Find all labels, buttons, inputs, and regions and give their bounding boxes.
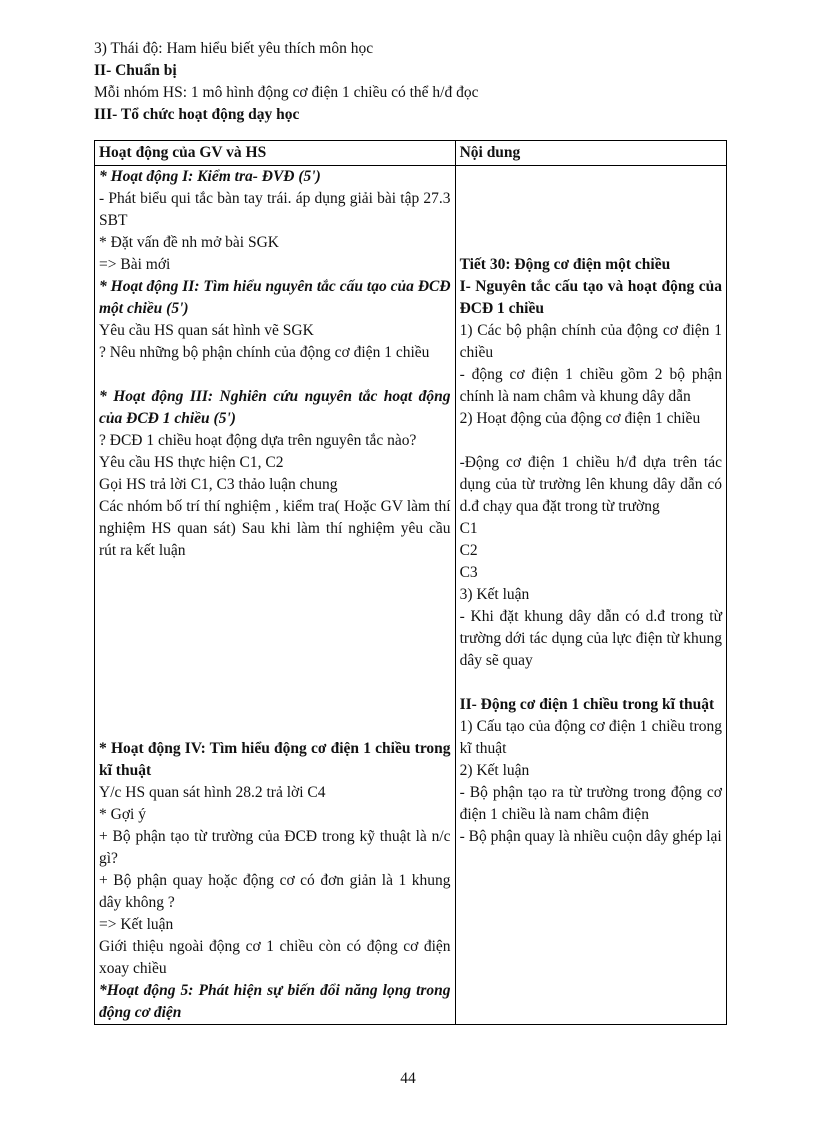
- content-line: [460, 166, 722, 188]
- content-line: -Động cơ điện 1 chiều h/đ dựa trên tác dụng của từ trường lên khung dây dẫn có d.đ chạy qua đặt trong từ trường: [459, 454, 722, 515]
- document-page: [94, 38, 734, 1025]
- page-number: 44: [400, 1070, 416, 1087]
- activity-line: Giới thiệu ngoài động cơ 1 chiều còn có động cơ điện xoay chiều: [99, 938, 451, 977]
- header-content: Nội dung: [455, 141, 726, 166]
- content-line: 2) Kết luận: [459, 762, 530, 779]
- activity-line: * Hoạt động I: Kiểm tra- ĐVĐ (5'): [99, 168, 321, 185]
- activity-line: [99, 694, 451, 716]
- activity-line: [99, 562, 451, 584]
- activity-line: * Gợi ý: [99, 806, 146, 823]
- content-line: Tiết 30: Động cơ điện một chiều: [459, 256, 671, 273]
- activity-line: + Bộ phận tạo từ trường của ĐCĐ trong kỹ thuật là n/c gì?: [99, 828, 451, 867]
- attitude-objective: 3) Thái độ: Ham hiểu biết yêu thích môn học: [94, 40, 374, 57]
- activity-line: [99, 716, 451, 738]
- activity-line: ? Nêu những bộ phận chính của động cơ điện 1 chiều: [99, 344, 430, 361]
- activity-line: Các nhóm bố trí thí nghiệm , kiểm tra( Hoặc GV làm thí nghiệm HS quan sát) Sau khi làm thí nghiệm yêu cầu rút ra kết luận: [99, 498, 451, 559]
- activity-line: [99, 584, 451, 606]
- preparation-text: Mỗi nhóm HS: 1 mô hình động cơ điện 1 chiều có thể h/đ đọc: [94, 84, 479, 101]
- content-line: - Bộ phận quay là nhiều cuộn dây ghép lại: [459, 828, 722, 845]
- activity-line: ? ĐCĐ 1 chiều hoạt động dựa trên nguyên tắc nào?: [99, 432, 417, 449]
- content-line: C1: [459, 520, 478, 537]
- activity-line: => Kết luận: [99, 916, 174, 933]
- content-line: - Khi đặt khung dây dẫn có d.đ trong từ trường dới tác dụng của lực điện từ khung dây sẽ quay: [459, 608, 722, 669]
- activity-line: * Hoạt động III: Nghiên cứu nguyên tắc hoạt động của ĐCĐ 1 chiều (5'): [99, 388, 451, 427]
- content-line: [460, 430, 722, 452]
- content-line: 2) Hoạt động của động cơ điện 1 chiều: [459, 410, 701, 427]
- content-column: [455, 166, 726, 1025]
- activity-line: * Hoạt động II: Tìm hiểu nguyên tắc cấu tạo của ĐCĐ một chiều (5'): [99, 278, 451, 317]
- preparation-heading: II- Chuẩn bị: [94, 62, 177, 79]
- table-body-row: [95, 166, 727, 1025]
- activity-line: + Bộ phận quay hoặc động cơ có đơn giản là 1 khung dây không ?: [99, 872, 451, 911]
- content-line: II- Động cơ điện 1 chiều trong kĩ thuật: [459, 696, 715, 713]
- activity-line: Gọi HS trả lời C1, C3 thảo luận chung: [99, 476, 338, 493]
- content-line: 1) Các bộ phận chính của động cơ điện 1 chiều: [459, 322, 722, 361]
- content-line: [460, 188, 722, 210]
- activity-line: [99, 628, 451, 650]
- activity-line: *Hoạt động 5: Phát hiện sự biến đổi năng lọng trong động cơ điện: [99, 982, 451, 1021]
- header-activities: Hoạt động của GV và HS: [95, 141, 456, 166]
- lesson-table: [94, 140, 727, 1025]
- activity-line: * Hoạt động IV: Tìm hiểu động cơ điện 1 chiều trong kĩ thuật: [99, 740, 451, 779]
- activity-line: => Bài mới: [99, 256, 171, 273]
- organization-heading: III- Tổ chức hoạt động dạy học: [94, 106, 300, 123]
- table-header-row: [95, 141, 727, 166]
- activity-line: Yêu cầu HS quan sát hình vẽ SGK: [99, 322, 314, 339]
- activity-line: [99, 650, 451, 672]
- content-line: - Bộ phận tạo ra từ trường trong động cơ điện 1 chiều là nam châm điện: [459, 784, 722, 823]
- activities-column: [95, 166, 456, 1025]
- activity-line: [99, 364, 451, 386]
- content-line: I- Nguyên tắc cấu tạo và hoạt động của ĐCĐ 1 chiều: [459, 278, 722, 317]
- intro-section: [94, 38, 734, 126]
- content-line: - động cơ điện 1 chiều gồm 2 bộ phận chính là nam châm và khung dây dẫn: [459, 366, 722, 405]
- activity-line: [99, 606, 451, 628]
- activity-line: * Đặt vấn đề nh mở bài SGK: [99, 234, 279, 251]
- content-line: [460, 672, 722, 694]
- content-line: C2: [459, 542, 478, 559]
- content-line: 1) Cấu tạo của động cơ điện 1 chiều trong kĩ thuật: [459, 718, 722, 757]
- activity-line: [99, 672, 451, 694]
- content-line: 3) Kết luận: [459, 586, 530, 603]
- activity-line: Yêu cầu HS thực hiện C1, C2: [99, 454, 284, 471]
- activity-line: Y/c HS quan sát hình 28.2 trả lời C4: [99, 784, 326, 801]
- content-line: [460, 210, 722, 232]
- content-line: [460, 232, 722, 254]
- content-line: C3: [459, 564, 478, 581]
- activity-line: - Phát biểu qui tắc bàn tay trái. áp dụng giải bài tập 27.3 SBT: [99, 190, 451, 229]
